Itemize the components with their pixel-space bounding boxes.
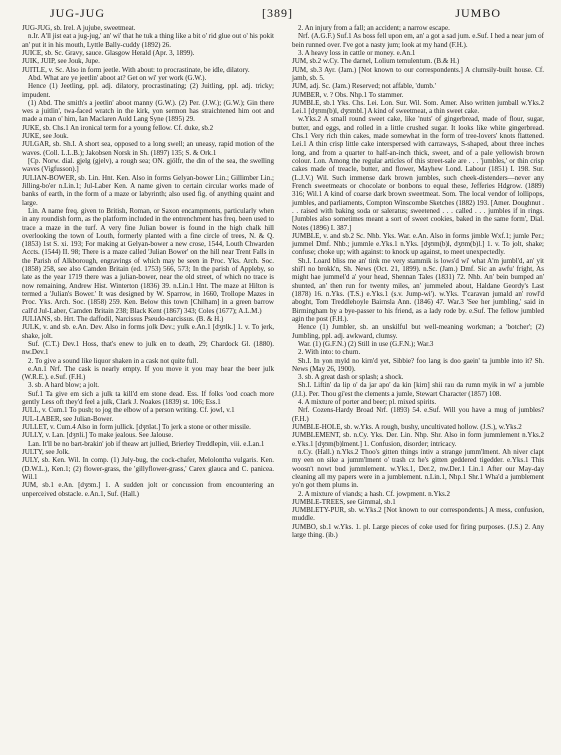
entry-paragraph: 3. sb. A great dash or splash; a shock.	[298, 373, 404, 382]
entry-paragraph: Hence (1) Jumbler, sb. an unskilful but well-meaning workman; a 'botcher'; (2) Jumbling, ppl. adj. awkward, clumsy.	[292, 323, 544, 340]
entry-paragraph: Abd. What are ye jeetlin' aboot at? Get on wi' yer work (G.W.).	[28, 73, 207, 82]
entry-paragraph: 2. With into: to churn.	[298, 348, 361, 357]
entry-paragraph: JUMBLEMENT, sb. n.Cy. Yks. Der. Lin. Nhp. Shr. Also in form jummlement n.Yks.2 e.Yks.1 [dʒʊm(b)lment.] 1. Confusion, disorder; intricacy.	[292, 431, 544, 448]
entry-paragraph: Sh.I. In yon myld no kirn'd yet, Sibbie? foo lang is doo gaein' ta jumble into it? Sh. News (May 26, 1900).	[292, 356, 544, 373]
page-number: [389]	[262, 6, 293, 20]
entry-paragraph: 2. A mixture of viands; a hash. Cf. jowpment. n.Yks.2	[298, 489, 451, 498]
entry-paragraph: JUMBLE-TREES, see Gimmal, sb.1	[292, 497, 396, 506]
entry-paragraph: JUMBER, v. ? Obs. Nhp.1 To stammer.	[292, 90, 404, 99]
entry-paragraph: Sh.I. Liftin' da lip o' da jar apo' da kin [kirn] shii rau da rumn myik in wi' a jumble (J.I.). Per. Thou gi'est the clements a jumle, Stewart Character (1857) 108.	[292, 381, 544, 398]
entry-paragraph: JUM, sb.2 w.Cy. The darnel, Lolium temulentum. (B.& H.)	[292, 57, 460, 66]
entry-paragraph: (1) Abd. The smith's a jeetlin' aboot manny (G.W.). (2) Per. (J.W.); (G.W.); Gin there wes a juitlin', twa-faced wratch in the kirk, yon sermon has straichtened him oot and made a man o' him, Ian Maclaren Auld Lang Syne (1895) 29.	[22, 98, 274, 124]
entry-paragraph: Lin. A name freq. given to British, Roman, or Saxon encampments, particularly when in any roundish form, as the platform included in the entrenchment has freq. been used to trace a maze in the turf. A very fine Julian bower is found in the high chalk hill overlooking the town of Louth, formerly planted with a fine circle of trees, N. & Q. (1853) 1st S. xi. 193; For making at Gelyan-bower a new crose, 1544, Louth Chwarden Accts. (1544) II. 98; There is a maze called 'Julian Bower' on the hill near Trent Falls in the Parish of Alkborough, engravings of which may be seen in Proc. Yks. Arch. Soc. (1858) 258, see also Camden Britain (ed. 1753) 566, 573; In the parish of Appleby, so late as the year 1719 there was a julian-bower, near the old street, of which no trace is now remaining, Andrew Hist. Winterton (1836) 39. n.Lin.1 Hnt. The maze at Hilton is termed a 'Julian's Bower.' It was designed by W. Sparrow, in 1660, Trollope Mazes in Proc. Yks. Arch. Soc. (1858) 259. Ken. Below this town [Chilham] in a green barrow call'd Jul-Laber, Camden Britain 238; Black Kent (1867) 343; Coles (1677); A.L.M.)	[22, 206, 274, 315]
entry-paragraph: JULIANS, sb. Hrt. The daffodil, Narcissus Pseudo-narcissus. (B. & H.)	[22, 314, 224, 323]
entry-paragraph: Sh.I. Loard bliss me an' tink me very stammik is lows'd wi' what A'm jumbl'd, an' yit shil'l no brokk'n, Sh. News (Oct. 21, 1899). n.Sc. (Jam.) Dmf. Sic an awfu' fright, As might hae jummel'd a' your head, Shennan Tales (1831) 72. Nhb. An' bein bumped an' shunted, an' then run for twenty miles, an' jummeled about, Haldane Geordy's Last (1878) 16. n.Yks. (T.S.) e.Yks.1 (s.v. Jump-wi'). w.Yks. T'caravan jumald an' rowl'd aboght, Tom Treddlehoyle Bairnsla Ann. (1846) 47. War.3 'See her jumbling,' said in Birmingham by a bye-passer to his friend, as a lady rode by. e.Suf. The fellow jumbled agin the post (F.H.).	[292, 256, 544, 323]
entry-paragraph: JULLY, v. Lan. [dʒʊli.] To make jealous. See Jalouse.	[22, 431, 174, 440]
entry-paragraph: Suf. (C.T.) Dev.1 Hoss, that's enew to julk en to death, 29; Chardock Gl. (1880). nw.Dev.1	[22, 339, 274, 357]
entry-paragraph: JULY, sb. Ken. Wil. In comp. (1) July-bug, the cock-chafer, Melolontha vulgaris. Ken. (D.W.L.), Ken.1; (2) flower-grass, the 'gillyflower-grass,' Carex glauca and C. panicea. Wil.1	[22, 456, 274, 481]
entry-paragraph: JULGAR, sb. Sh.I. A short sea, opposed to a long swell; an uneasy, rapid motion of the waves. (Coll. L.L.B.); Jakobsen Norsk in Sh. (1897) 135; S. & Ork.1	[22, 140, 274, 157]
entry-paragraph: 2. An injury from a fall; an accident; a narrow escape.	[298, 24, 450, 32]
entry-paragraph: War. (1) (G.F.N.) (2) Still in use (G.F.N.); War.3	[298, 339, 434, 348]
entry-paragraph: n.Ir. A'll jist eat a jug-jug,' an' wi' that he tuk a thing like a bit o' rid glue out o' his pokit an' put it in his mouth, Lyttle Bally-cuddy (1892) 26.	[22, 32, 274, 49]
right-column	[292, 24, 544, 539]
entry-paragraph: Lan. It'll be no bart-brakin' job if theaw art jullied, Brierley Treddlepin, viii. e.Lan.1	[28, 439, 265, 448]
entry-paragraph: JUL-LABER, see Julian-Bower.	[22, 414, 114, 423]
entry-paragraph: n.Cy. (Hall.) n.Yks.2 Thoo's gitten things intiv a strange jumm'lment. Ah niver clapt my een on sike a jumm'lment o' trash cz he's gitten geddered tigedder. e.Yks.1 This woosn't nowt bud jummlement. w.Yks.1, Der.2, nw.Der.1 Lin.1 After our May-day cleaning all my papers were in a jumblement. n.Lin.1, Nhp.1 Shr.1 Wha'd a jumblement yo'n got them plums in.	[292, 447, 544, 490]
entry-paragraph: JUM, adj. Sc. (Jam.) Reserved; not affable, 'dumb.'	[292, 82, 436, 91]
entry-paragraph: JUKE, sb. Chs.1 An ironical term for a young fellow. Cf. duke, sb.2	[22, 123, 214, 132]
entry-paragraph: JULK, v. and sb. e.An. Dev. Also in forms jolk Dev.; yulk e.An.1 [dʒʊlk.] 1. v. To jerk, shake, jolt.	[22, 323, 274, 340]
entry-paragraph: JUMBO, sb.1 w.Yks. 1. pl. Large pieces of coke used for firing purposes. (J.S.) 2. Any large thing. (ib.)	[292, 522, 544, 540]
header-right-guideword: JUMBO	[455, 6, 501, 20]
entry-paragraph: 4. A mixture of porter and beer; pl. mixed spirits.	[298, 398, 437, 407]
entry-paragraph: JUM, sb.1 e.An. [dʒʊm.] 1. A sudden jolt or concussion from encountering an unperceived obstacle. e.An.1, Suf. (Hall.)	[22, 481, 274, 498]
entry-paragraph: Suf.1 Ta give em sich a julk ta kill'd em stone dead. Ess. If folks 'ood coach more gently Less oft they'd feel a julk, Clark J. Noakes (1839) st. 106; Ess.1	[22, 389, 274, 407]
entry-paragraph: e.An.1 Nrf. The cask is nearly empty. If you move it you may hear the beer julk (W.R.E.). e.Suf. (F.H.)	[22, 364, 274, 382]
entry-paragraph: JUMBLE-HOLE, sb. w.Yks. A rough, bushy, uncultivated hollow. (J.S.), w.Yks.2	[292, 423, 522, 431]
entry-paragraph: Hence (1) Jeetling, ppl. adj. dilatory, procrastinating; (2) Juitling, ppl. adj. tricky; impudent.	[22, 82, 274, 99]
entry-paragraph: Nrf. Cozens-Hardy Broad Nrf. (1893) 54. e.Suf. Will you have a mug of jumbles? (F.H.)	[292, 406, 544, 423]
entry-paragraph: JUITLE, v. Sc. Also in form jeetle. With about: to procrastinate, be idle, dilatory.	[22, 65, 250, 74]
entry-paragraph: JUICE, sb. Sc. Gravy, sauce. Glasgow Herald (Apr. 3, 1899).	[22, 48, 195, 57]
entry-paragraph: JULLET, v. Cum.4 Also in form jullick. [dʒʊlət.] To jerk a stone or other missile.	[22, 423, 251, 431]
entry-paragraph: JUMBLE, v. and sb.2 Sc. Nhb. Yks. War. e.An. Also in forms jimble Wxf.1; jumle Per.; jummel Dmf. Nhb.; jummle e.Yks.1 n.Yks. [dʒʊm(b)l, dʒʊm(b)l.] 1. v. To jolt, shake; confuse; choke up; with against: to knock up against, to meet unexpectedly.	[292, 231, 544, 257]
entry-paragraph: JUIK, JUIP, see Jouk, Jupe.	[22, 57, 100, 66]
entry-paragraph: Nrf. (A.G.F.) Suf.1 As boss fell upon em, an' a got a sad jum. e.Suf. I hed a near jum of bein runned over. I've got a nasty jum; look at my hand (F.H.).	[292, 32, 544, 49]
entry-paragraph: JUG-JUG, sb. Irel. A jujube, sweetmeat.	[22, 24, 136, 32]
entry-paragraph: JUMBLETY-PUR, sb. w.Yks.2 [Not known to our correspondents.] A mess, confusion, muddle.	[292, 506, 544, 523]
left-column	[22, 24, 274, 498]
entry-paragraph: JUM, sb.3 Ayr. (Jam.) [Not known to our correspondents.] A clumsily-built house. Cf. jamb, sb. 5.	[292, 65, 544, 82]
entry-paragraph: 2. To give a sound like liquor shaken in a cask not quite full.	[28, 356, 199, 365]
entry-paragraph: w.Yks.2 A small round sweet cake, like 'nuts' of gingerbread, made of flour, sugar, butter, and eggs, and rolled in a little crushed sugar. It looks like white gingerbread. Chs.1 Very rich thin cakes, made somewhat in the form of tree-lovers' knots flattened. Lei.1 A thin crisp little cake interspersed with carraways, S-shaped, about three inches long, and from a quarter to half-an-inch thick, sweet, and of a pale yellowish brown colour. Lon. Among the regular articles of this street-sale are . . . 'jumbles,' or thin crisp cakes made of treacle, butter, and flower, Mayhew Lond. Labour (1851) I. 198. Sur. (L.J.V.) Wil. Such immense dark brown jumbles, such cheek-distenders—never any French sweetmeats or chocolate or bonbons to equal these, Jefferies Hdgrow. (1889) 316; Wil.1 A kind of coarse dark brown sweetmeat. Som. The local vendor of lollipops, jumbles, and parliaments, Compton Winscombe Sketches (1882) 193. [Amer. Doughnut . . . raised with baking soda or saleratus; sweetened . . . called . . . jumbles if in rings. [Jumbles also sometimes meant a sort of sweet cookies, baked in the same form', Dial. Notes (1896) I. 387.]	[292, 115, 544, 232]
running-header	[22, 6, 543, 22]
entry-paragraph: 3. A heavy loss in cattle or money. e.An.1	[298, 48, 416, 57]
entry-paragraph: JUMBLE, sb.1 Yks. Chs. Lei. Lon. Sur. Wil. Som. Amer. Also written jumball w.Yks.2 Lei.1 [dʒʊm(b)l, dʒʊmbl.] A kind of sweetmeat, a thin sweet cake.	[292, 98, 544, 116]
entry-paragraph: JULTY, see Jolk.	[22, 447, 70, 456]
entry-paragraph: JULIAN-BOWER, sb. Lin. Hnt. Ken. Also in forms Gelyan-bower Lin.; Gillimber Lin.; Jilling-bo'er n.Lin.1; Jul-Laber Ken. A name given to certain circular works made of banks of earth, in the form of a maze or labyrinth; also used fig. of anything quaint and large.	[22, 173, 274, 207]
entry-paragraph: JUKE, see Jouk.	[22, 132, 69, 141]
entry-paragraph: [Cp. Norw. dial. gjelg (gjelv), a rough sea; ON. gjölfr, the din of the sea, the swelling waves (Vigfusson).]	[22, 157, 274, 174]
entry-paragraph: 3. sb. A hard blow; a jolt.	[28, 381, 100, 390]
entry-paragraph: JULL, v. Cum.1 To push; to jog the elbow of a person writing. Cf. jowl, v.1	[22, 406, 235, 415]
header-left-guideword: JUG-JUG	[50, 6, 105, 20]
